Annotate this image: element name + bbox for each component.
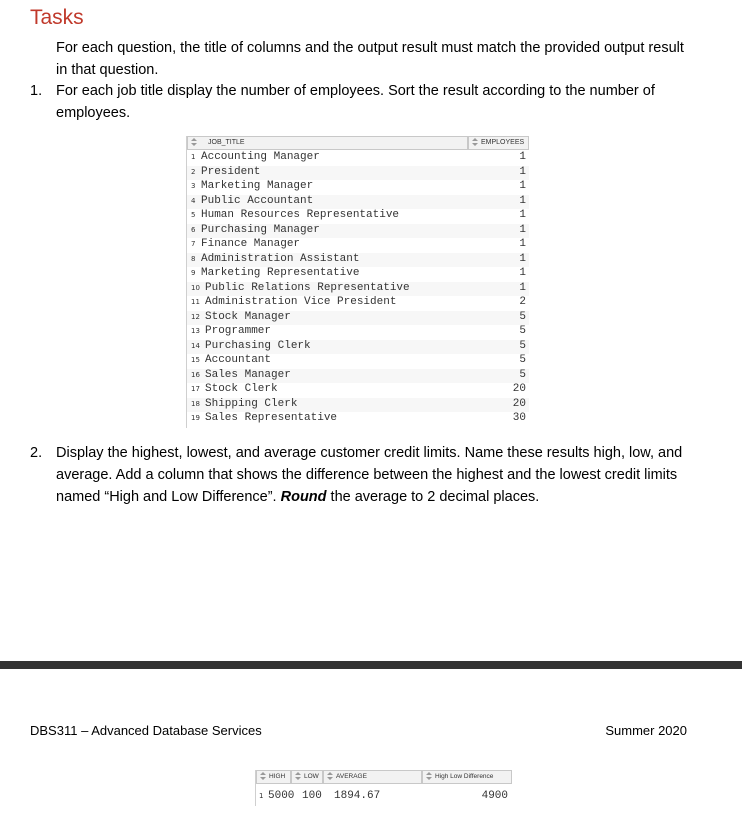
row-number: 4 [191, 196, 196, 205]
table-row [187, 325, 529, 340]
row-number: 18 [191, 399, 200, 408]
cell-job-title: Administration Assistant [201, 252, 360, 265]
cell-job-title: Marketing Manager [201, 180, 314, 192]
question-1-text: For each job title display the number of employees. Sort the result according to the number of employees. [56, 83, 655, 121]
result-rows [187, 151, 529, 427]
row-number: 19 [191, 414, 200, 422]
column-header-average[interactable] [323, 770, 422, 784]
column-header-low[interactable] [291, 770, 323, 784]
table-row [187, 238, 529, 253]
table-row [187, 166, 529, 181]
cell-employees: 1 [519, 180, 526, 192]
cell-job-title: Purchasing Manager [201, 223, 320, 236]
sort-icon [327, 772, 333, 780]
intro-text: For each question, the title of columns and the output result must match the provided output result in that question. [56, 40, 684, 78]
cell-employees: 1 [519, 238, 526, 250]
sort-icon [426, 772, 432, 780]
cell-job-title: Stock Manager [205, 310, 291, 323]
cell-employees: 1 [519, 209, 526, 221]
cell-job-title: Programmer [205, 325, 272, 337]
cell-employees: 20 [512, 383, 526, 395]
row-number: 10 [191, 283, 200, 292]
row-number: 1 [259, 792, 264, 800]
cell-employees: 1 [519, 267, 526, 279]
column-header-label: HIGH [269, 773, 286, 780]
row-number: 3 [191, 182, 196, 190]
cell-employees: 2 [519, 296, 526, 308]
row-number: 13 [191, 327, 200, 335]
table-row [187, 282, 529, 297]
result-grid-credit-limits [255, 770, 512, 806]
column-header-label: AVERAGE [336, 773, 367, 780]
table-row [187, 354, 529, 369]
row-number: 11 [191, 298, 200, 306]
question-2-number: 2. [30, 445, 43, 461]
cell-high-low-difference: 4900 [481, 790, 508, 802]
table-row [187, 267, 529, 282]
sort-icon [191, 138, 197, 146]
question-1-number: 1. [30, 83, 43, 99]
row-number: 8 [191, 254, 196, 263]
question-2-emphasis: Round [280, 489, 327, 505]
table-row [187, 340, 529, 355]
table-row [187, 195, 529, 210]
table-row [187, 209, 529, 224]
cell-employees: 30 [512, 412, 526, 424]
cell-job-title: President [201, 165, 261, 178]
footer-term: Summer 2020 [605, 723, 687, 738]
row-number: 2 [191, 167, 196, 176]
cell-job-title: Sales Manager [205, 368, 291, 381]
cell-employees: 1 [519, 165, 526, 178]
cell-job-title: Sales Representative [205, 412, 338, 424]
row-number: 14 [191, 341, 200, 350]
cell-job-title: Shipping Clerk [205, 397, 298, 410]
page-title: Tasks [30, 6, 84, 29]
sort-icon [260, 772, 266, 780]
row-number: 1 [191, 153, 196, 161]
column-header-label: High Low Difference [435, 773, 494, 780]
column-header-high[interactable] [256, 770, 291, 784]
question-2-text-a: Display the highest, lowest, and average customer credit limits. Name these results high, low, and average. Add a column that shows the difference between the highest and the lowest credit limits named “High and Low Difference”. [56, 445, 683, 505]
cell-employees: 1 [519, 223, 526, 236]
footer-course: DBS311 – Advanced Database Services [30, 723, 262, 738]
cell-job-title: Accounting Manager [201, 151, 320, 163]
cell-employees: 5 [519, 310, 526, 323]
row-number: 15 [191, 356, 200, 364]
cell-job-title: Public Accountant [201, 194, 314, 207]
cell-employees: 1 [519, 252, 526, 265]
cell-job-title: Finance Manager [201, 238, 301, 250]
table-row [187, 311, 529, 326]
table-row [187, 296, 529, 311]
table-row [187, 224, 529, 239]
cell-employees: 5 [519, 339, 526, 352]
cell-job-title: Public Relations Representative [205, 281, 410, 294]
cell-high: 5000 [268, 790, 295, 802]
sort-icon [472, 138, 478, 146]
cell-employees: 5 [519, 368, 526, 381]
cell-employees: 5 [519, 354, 526, 366]
column-header-job-title[interactable] [187, 136, 468, 150]
cell-job-title: Accountant [205, 354, 272, 366]
row-number: 12 [191, 312, 200, 321]
row-number: 6 [191, 225, 196, 234]
cell-low: 100 [302, 790, 322, 802]
cell-employees: 20 [512, 397, 526, 410]
column-header-high-low-difference[interactable] [422, 770, 512, 784]
row-number: 7 [191, 240, 196, 248]
table-row [187, 151, 529, 166]
page-divider [0, 661, 742, 669]
row-number: 9 [191, 269, 196, 277]
row-number: 17 [191, 385, 200, 393]
cell-job-title: Administration Vice President [205, 296, 397, 308]
row-number: 5 [191, 211, 196, 219]
cell-employees: 5 [519, 325, 526, 337]
cell-average: 1894.67 [334, 790, 381, 802]
cell-employees: 1 [519, 281, 526, 294]
cell-job-title: Marketing Representative [201, 267, 360, 279]
row-number: 16 [191, 370, 200, 379]
column-header-label: LOW [304, 773, 319, 780]
question-2-text [56, 442, 696, 508]
result-grid-job-titles [186, 136, 529, 428]
cell-job-title: Purchasing Clerk [205, 339, 311, 352]
sort-icon [295, 772, 301, 780]
cell-employees: 1 [519, 194, 526, 207]
column-header-label: JOB_TITLE [208, 139, 245, 146]
table-row [187, 253, 529, 268]
table-row [187, 369, 529, 384]
question-2-text-c: the average to 2 decimal places. [326, 489, 540, 505]
table-row [187, 412, 529, 427]
column-header-employees[interactable] [468, 136, 529, 150]
cell-job-title: Human Resources Representative [201, 209, 400, 221]
table-row [187, 398, 529, 413]
cell-employees: 1 [519, 151, 526, 163]
table-row [187, 180, 529, 195]
table-row [187, 383, 529, 398]
cell-job-title: Stock Clerk [205, 383, 278, 395]
column-header-label: EMPLOYEES [481, 139, 525, 146]
table-row [256, 788, 512, 804]
